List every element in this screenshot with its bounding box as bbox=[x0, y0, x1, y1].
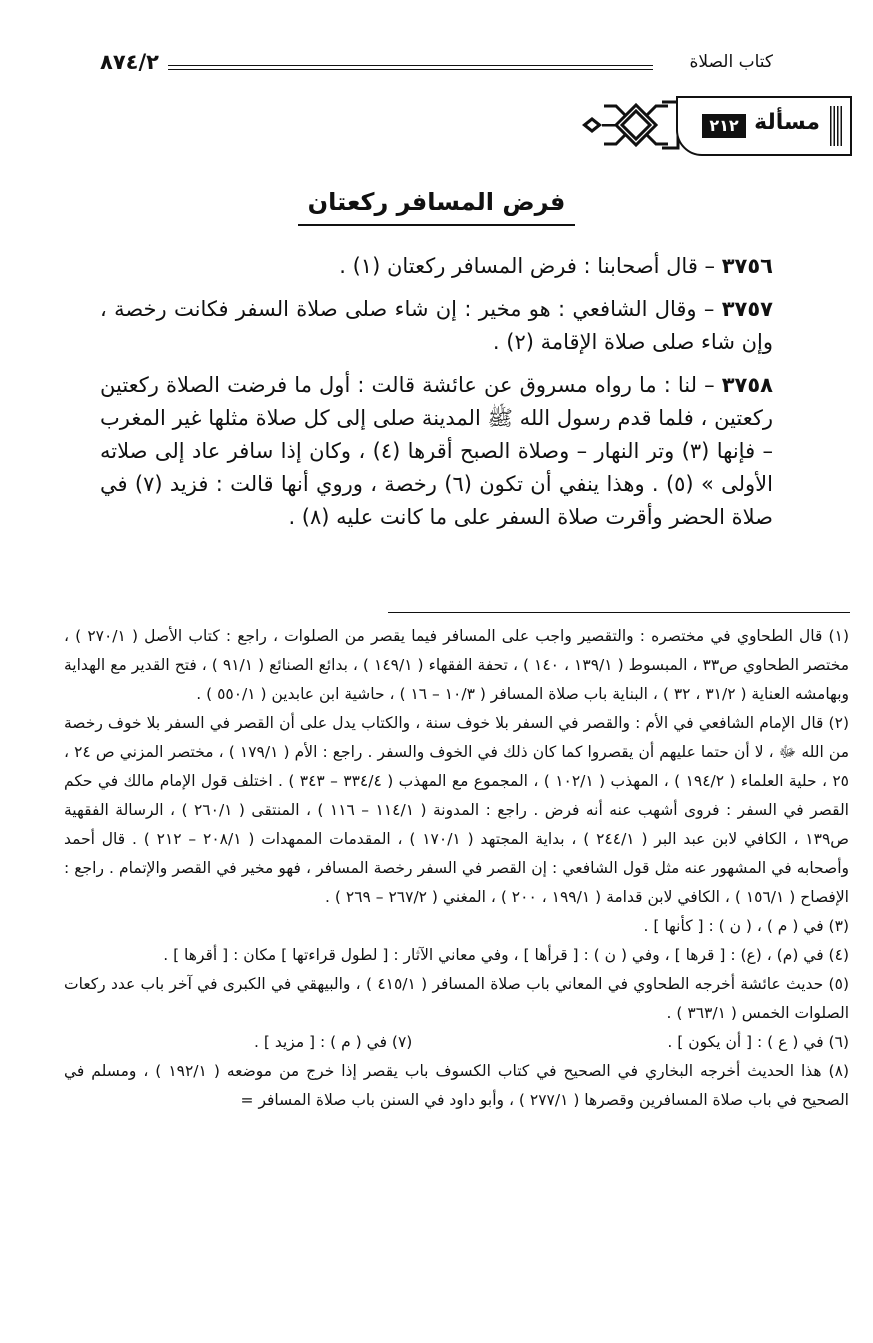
masala-banner bbox=[578, 96, 850, 154]
main-text bbox=[100, 250, 773, 544]
footnote: (٣) في ( م ) ، ( ن ) : [ كأنها ] . bbox=[643, 917, 849, 935]
banner-frame bbox=[676, 96, 852, 156]
book-title: كتاب الصلاة bbox=[689, 52, 773, 72]
stripes-decoration bbox=[830, 106, 844, 146]
section-title-wrap bbox=[0, 188, 873, 226]
footnote: (٢) قال الإمام الشافعي في الأم : والقصر في السفر بلا خوف سنة ، والكتاب يدل على أن القصر في السفر بلا خوف رخصة من الله ﷻ ، لا أن حتما عليهم أن يقصروا كما كان ذلك في الخوف والسفر . راجع : الأم ( ١٧٩/١ ) ، مختصر المزني ص ٢٤ ، ٢٥ ، حلية العلماء ( ١٩٤/٢ ) ، المهذب ( ١٠٢/١ ) ، المجموع مع المهذب ( ٣٣٤/٤ – ٣٤٣ ) . اختلف قول الإمام مالك في حكم القصر في السفر : فروى أشهب عنه أنه فرض . راجع : المدونة ( ١١٤/١ – ١١٦ ) ، المنتقى ( ٢٦٠/١ ) ، الرسالة الفقهية ص١٣٩ ، الكافي لابن عبد البر ( ٢٤٤/١ ) ، بداية المجتهد ( ١٧٠/١ ) ، المقدمات الممهدات ( ٢٠٨/١ – ٢١٢ ) . قال أحمد وأصحابه في المشهور عنه مثل قول الشافعي : إن القصر في السفر رخصة المسافر ، فهو مخير في القصر والإتمام . راجع : الإفصاح ( ١٥٦/١ ) ، الكافي لابن قدامة ( ١٩٩/١ ، ٢٠٠ ) ، المغني ( ٢٦٧/٢ – ٢٦٩ ) . bbox=[64, 714, 850, 906]
paragraph-number: ٣٧٥٧ bbox=[721, 297, 773, 321]
footnote: (٦) في ( ع ) : [ أن يكون ] . bbox=[667, 1033, 849, 1051]
masala-label: مسألة bbox=[754, 110, 820, 135]
footnote: (٧) في ( م ) : [ مزيد ] . bbox=[254, 1033, 413, 1051]
paragraph-number: ٣٧٥٨ bbox=[721, 373, 773, 397]
footnote: (٤) في (م) ، (ع) : [ قرها ] ، وفي ( ن ) : [ قرأها ] ، وفي معاني الآثار : [ لطول قراءتها ] مكان : [ أقرها ] . bbox=[163, 946, 849, 964]
section-title: فرض المسافر ركعتان bbox=[298, 188, 576, 226]
footnote: (١) قال الطحاوي في مختصره : والتقصير واجب على المسافر فيما يقصر من الصلوات ، راجع : كتاب الأصل ( ٢٧٠/١ ) ، مختصر الطحاوي ص٣٣ ، المبسوط ( ١٣٩/١ ، ١٤٠ ) ، تحفة الفقهاء ( ١٤٩/١ ) ، بدائع الصنائع ( ٩١/١ ) ، فتح القدير مع الهداية وبهامشه العناية ( ٣١/٢ ، ٣٢ ) ، البناية باب صلاة المسافر ( ١٠/٣ – ١٦ ) ، حاشية ابن عابدين ( ٥٥٠/١ ) . bbox=[64, 627, 849, 703]
paragraph bbox=[100, 369, 773, 534]
footnote: (٨) هذا الحديث أخرجه البخاري في الصحيح في كتاب الكسوف باب يقصر إذا خرج من موضعه ( ١٩٢/١ ) ، ومسلم في الصحيح في باب صلاة المسافرين وقصرها ( ٢٧٧/١ ) ، وأبو داود في السنن باب صلاة المسافر = bbox=[64, 1062, 849, 1109]
masala-number: ٢١٢ bbox=[702, 114, 746, 138]
ornament-icon bbox=[578, 96, 682, 154]
footnote: (٥) حديث عائشة أخرجه الطحاوي في المعاني باب صلاة المسافر ( ٤١٥/١ ) ، والبيهقي في الكبرى في آخر باب عدد ركعات الصلوات الخمس ( ٣٦٣/١ ) . bbox=[64, 975, 849, 1022]
paragraph bbox=[100, 250, 773, 283]
footnote-separator bbox=[388, 612, 850, 613]
footnote-row bbox=[64, 1028, 849, 1057]
paragraph-text: – وقال الشافعي : هو مخير : إن شاء صلى صلاة السفر فكانت رخصة ، وإن شاء صلى صلاة الإقامة (٢) . bbox=[100, 297, 773, 354]
running-header bbox=[100, 50, 773, 78]
page-number: ٨٧٤/٢ bbox=[100, 50, 159, 74]
paragraph-text: – لنا : ما رواه مسروق عن عائشة قالت : أول ما فرضت الصلاة ركعتين ركعتين ، فلما قدم رسول الله ﷺ المدينة صلى إلى كل صلاة مثلها غير المغرب – فإنها (٣) وتر النهار – وصلاة الصبح أقرها (٤) ، وكان إذا سافر عاد إلى صلاته الأولى » (٥) . وهذا ينفي أن تكون (٦) رخصة ، وروي أنها قالت : فزيد (٧) في صلاة الحضر وأقرت صلاة السفر على ما كانت عليه (٨) . bbox=[100, 373, 773, 529]
paragraph-text: – قال أصحابنا : فرض المسافر ركعتان (١) . bbox=[339, 254, 722, 278]
header-rule bbox=[168, 65, 653, 70]
paragraph bbox=[100, 293, 773, 359]
paragraph-number: ٣٧٥٦ bbox=[721, 254, 773, 278]
footnotes bbox=[64, 622, 849, 1115]
